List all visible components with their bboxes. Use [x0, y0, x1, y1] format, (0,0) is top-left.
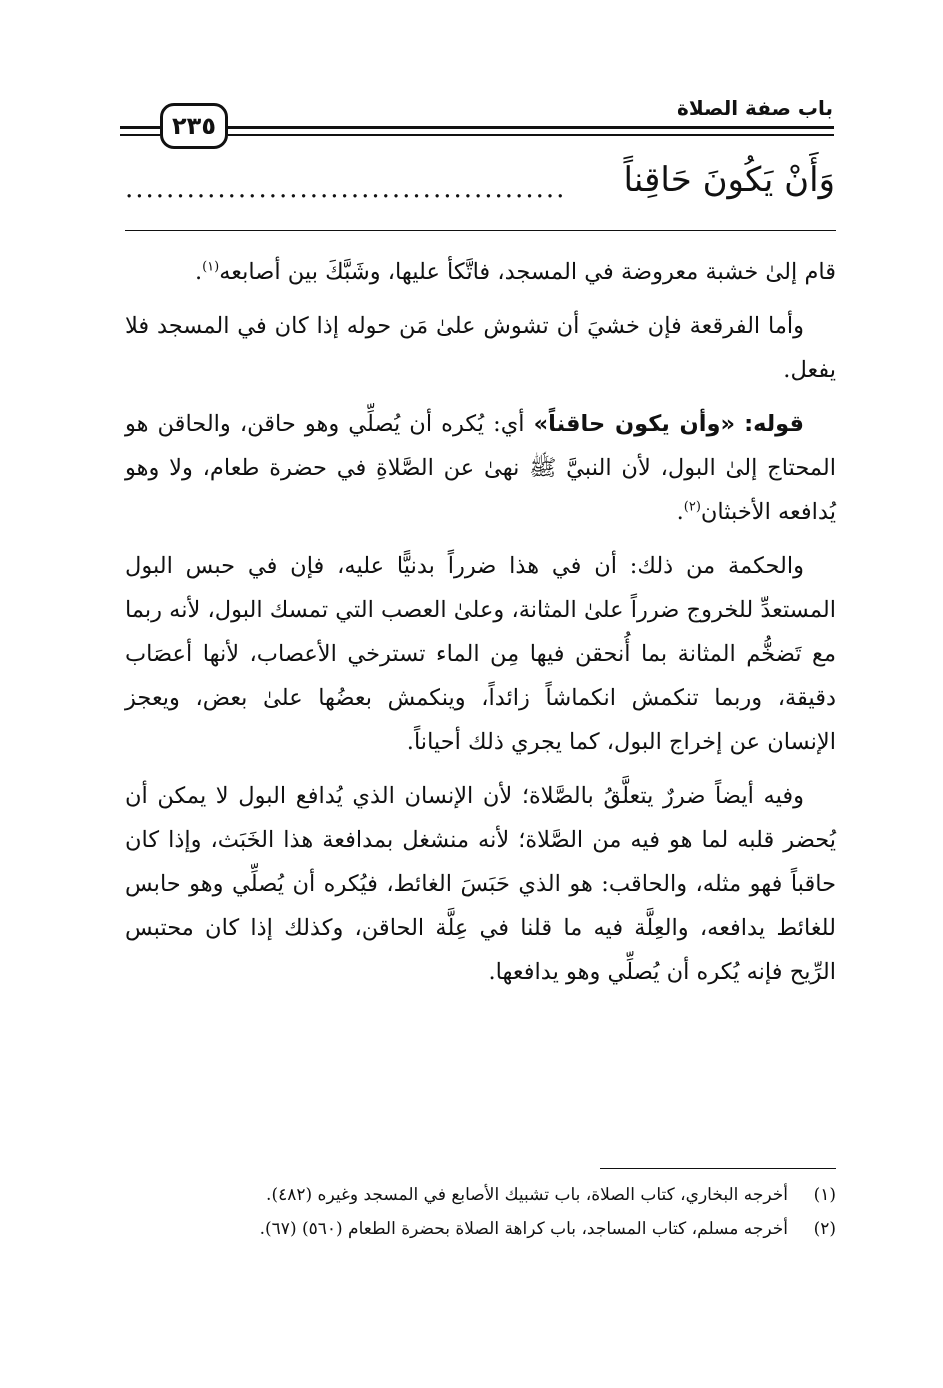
- body-text: [125, 250, 836, 1004]
- paragraph-text: وأما الفرقعة فإن خشيَ أن تشوش علىٰ مَن حوله إذا كان في المسجد فلا يفعل.: [125, 313, 836, 383]
- header-rule: [120, 126, 160, 129]
- footnote-reference: (٢): [683, 499, 701, 515]
- matn-text: وَأَنْ يَكُونَ حَاقِناً: [623, 160, 835, 200]
- footnote: [125, 1214, 836, 1244]
- paragraph: [125, 402, 836, 534]
- paragraph-end: .: [194, 259, 203, 285]
- footnote-text: أخرجه مسلم، كتاب المساجد، باب كراهة الصلاة بحضرة الطعام (٥٦٠) (٦٧).: [259, 1219, 788, 1239]
- footnotes: [125, 1180, 836, 1248]
- matn-divider: [125, 230, 836, 231]
- paragraph: [125, 774, 836, 994]
- paragraph-end: .: [676, 499, 684, 525]
- paragraph-text: أي: يُكره أن يُصلِّي وهو حاقن، والحاقن هو المحتاج إلىٰ البول، لأن النبيَّ ﷺ نهىٰ عن الصَّلاةِ في حضرة طعام، ولا وهو يُدافعه الأخبثان: [125, 411, 836, 525]
- paragraph: [125, 250, 836, 294]
- paragraph: [125, 544, 836, 764]
- footnote-text: أخرجه البخاري، كتاب الصلاة، باب تشبيك الأصابع في المسجد وغيره (٤٨٢).: [266, 1185, 788, 1205]
- header-rule: [120, 134, 160, 136]
- commentary-lead: قوله:: [744, 411, 805, 437]
- running-header-title: باب صفة الصلاة: [677, 96, 833, 120]
- header-rule: [228, 134, 834, 136]
- footnote-reference: (١): [202, 259, 220, 275]
- footnote-number: (٢): [813, 1219, 836, 1239]
- page-number: ٢٣٥: [160, 103, 228, 149]
- matn-quote: «وأن يكون حاقناً»: [533, 411, 735, 437]
- paragraph-text: والحكمة من ذلك: أن في هذا ضرراً بدنيًّا عليه، فإن في حبس البول المستعدِّ للخروج ضرراً علىٰ المثانة، وعلىٰ العصب التي تمسك البول، لأنه ربما مع تَضخُّم المثانة بما أُنحقن فيها مِن الماء تسترخي الأعصاب، لأنها أعصَاب دقيقة، وربما تنكمش انكماشاً زائداً، وينكمش بعضُها علىٰ بعض، ويعجز الإنسان عن إخراج البول، كما يجري ذلك أحياناً.: [125, 553, 837, 755]
- paragraph-text: وفيه أيضاً ضررٌ يتعلَّقُ بالصَّلاة؛ لأن الإنسان الذي يُدافع البول لا يمكن أن يُحضر قلبه لما هو فيه من الصَّلاة؛ لأنه منشغل بمدافعة هذا الخَبَث، وإذا كان حاقباً فهو مثله، والحاقب: هو الذي حَبَسَ الغائط، فيُكره أن يُصلِّي وهو حابس للغائط يدافعه، والعِلَّة فيه ما قلنا في عِلَّة الحاقن، وكذلك إذا كان محتبس الرِّيح فإنه يُكره أن يُصلِّي وهو يدافعها.: [125, 783, 836, 985]
- matn-dots: ...........................................: [125, 174, 567, 204]
- paragraph-text: قام إلىٰ خشبة معروضة في المسجد، فاتَّكأ عليها، وشَبَّكَ بين أصابعه: [219, 259, 836, 285]
- footnote: [125, 1180, 836, 1210]
- paragraph: [125, 304, 836, 392]
- footnote-number: (١): [813, 1185, 836, 1205]
- header-rule: [228, 126, 834, 129]
- footnote-divider: [600, 1168, 836, 1169]
